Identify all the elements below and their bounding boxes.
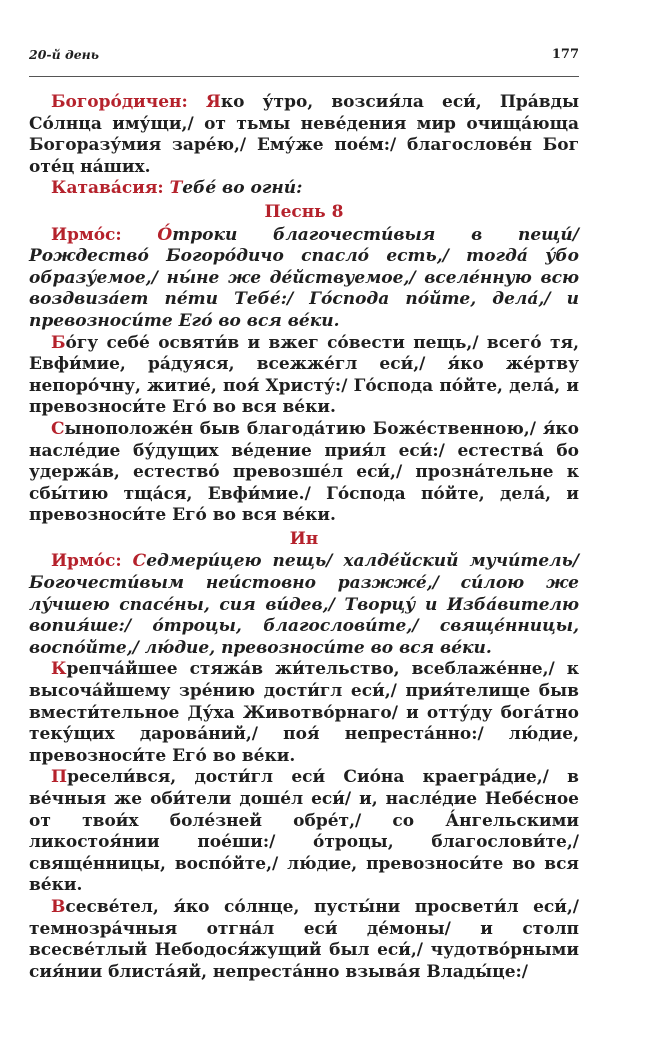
header-rule: [29, 76, 579, 77]
drop-initial: Т: [169, 178, 183, 199]
drop-initial: С: [132, 551, 147, 572]
section-heading-ode-8: Песнь 8: [264, 201, 344, 222]
rubric-label: Ирмо́с:: [51, 224, 158, 245]
troparion-paragraph: [29, 659, 579, 767]
section-heading-another: Ин: [289, 528, 319, 549]
drop-initial: К: [51, 659, 67, 680]
running-header: [29, 47, 579, 67]
paragraph-text: сесве́тел, я́ко со́лнце, пусты́ни просвети́л еси́,/ темнозра́чныя отгна́л еси́ де́моны/ и столп всесве́тлый Небодося́жущий был еси́,/ чудотво́рными сия́нии блиста́яй, непреста́нно взыва́я Влады́це:/: [29, 896, 579, 982]
irmos-paragraph: [29, 551, 579, 659]
rubric-label: Ирмо́с:: [51, 551, 133, 572]
drop-initial: П: [51, 767, 68, 788]
rubric-label: Богоро́дичен:: [51, 92, 206, 112]
drop-initial: Я: [205, 92, 221, 112]
paragraph-text: ыноположе́н быв благода́тию Боже́ственною,/ я́ко насле́дие бу́дущих ве́дение прия́л еси́:/ естества́ бо удержа́в, естество́ превозше́л еси́,/ прозна́тельне к сбы́тию тща́ся, Евфи́мие./ Го́спода по́йте, дела́, и превозноси́те Его́ во вся ве́ки.: [29, 418, 579, 526]
paragraph-text: ко у́тро, возсия́ла еси́, Пра́вды Со́лнца иму́щи,/ от тьмы неве́дения мир очища́юща Богоразу́мия заре́ю,/ Ему́же пое́м:/ благослове́н Бог оте́ц на́ших.: [29, 92, 579, 177]
drop-initial: С: [51, 418, 65, 439]
katavasia-paragraph: [29, 178, 579, 200]
paragraph-text: едмери́цею пещь/ халде́йский мучи́тель/ Богочести́вым неи́стовно разжже́,/ си́лою же лу́чшею спасе́ны, сия ви́дев,/ Творцу́ и Изба́вителю вопия́ше:/ о́троцы, благослови́те,/ свяще́нницы, воспо́йте,/ лю́дие, превозноси́те во вся ве́ки.: [29, 551, 579, 658]
paragraph-text: троки благочести́выя в пещи́/ Рождество́ Богоро́дичо спасло́ есть,/ тогда́ у́бо образу́емое,/ ны́не же де́йствуемое,/ вселе́нную всю воздвиза́ет пе́ти Тебе́:/ Го́спода по́йте, дела́,/ и превозноси́те Его́ во вся ве́ки.: [29, 224, 579, 331]
drop-initial: В: [51, 896, 66, 917]
paragraph-text: репча́йшее стяжа́в жи́тельство, всеблаже́нне,/ к высоча́йшему зре́нию дости́гл еси́,/ прия́телище быв вмести́тельное Ду́ха Животво́рнаго/ и отту́ду бога́тно теку́щих дарова́ний,/ поя́ непреста́нно:/ лю́дие, превозноси́те Его́ во ве́ки.: [29, 659, 579, 766]
drop-initial: Б: [51, 332, 66, 353]
page-number: 177: [551, 47, 579, 62]
paragraph-text: ресели́вся, дости́гл еси́ Сио́на краегра́дие,/ в ве́чныя же оби́тели доше́л еси́/ и, насле́дие Небе́сное от твои́х боле́зней обре́т,/ со А́нгельскими ликостоя́нии пое́ши:/ о́троцы, благослови́те,/ свяще́нницы, воспо́йте,/ лю́дие, превозноси́те во вся ве́ки.: [29, 767, 579, 896]
paragraph-text: ебе́ во огни́:: [182, 178, 303, 199]
troparion-paragraph: [29, 767, 579, 897]
troparion-paragraph: [29, 419, 579, 527]
troparion-paragraph: [29, 333, 579, 419]
running-header-day: 20-й день: [29, 47, 100, 62]
rubric-label: Катава́сия:: [51, 178, 170, 199]
drop-initial: О́: [157, 224, 173, 245]
troparion-paragraph: [29, 897, 579, 983]
theotokion-paragraph: [29, 92, 579, 178]
page-body: [29, 92, 579, 983]
paragraph-text: о́гу себе́ освяти́в и вжег со́вести пещь,/ всего́ тя, Евфи́мие, ра́дуяся, всежже́гл еси́,/ я́ко же́ртву непоро́чну, житие́, поя́ Христу́:/ Го́спода по́йте, дела́, и превозноси́те Его́ во вся ве́ки.: [29, 332, 579, 418]
irmos-paragraph: [29, 225, 579, 333]
